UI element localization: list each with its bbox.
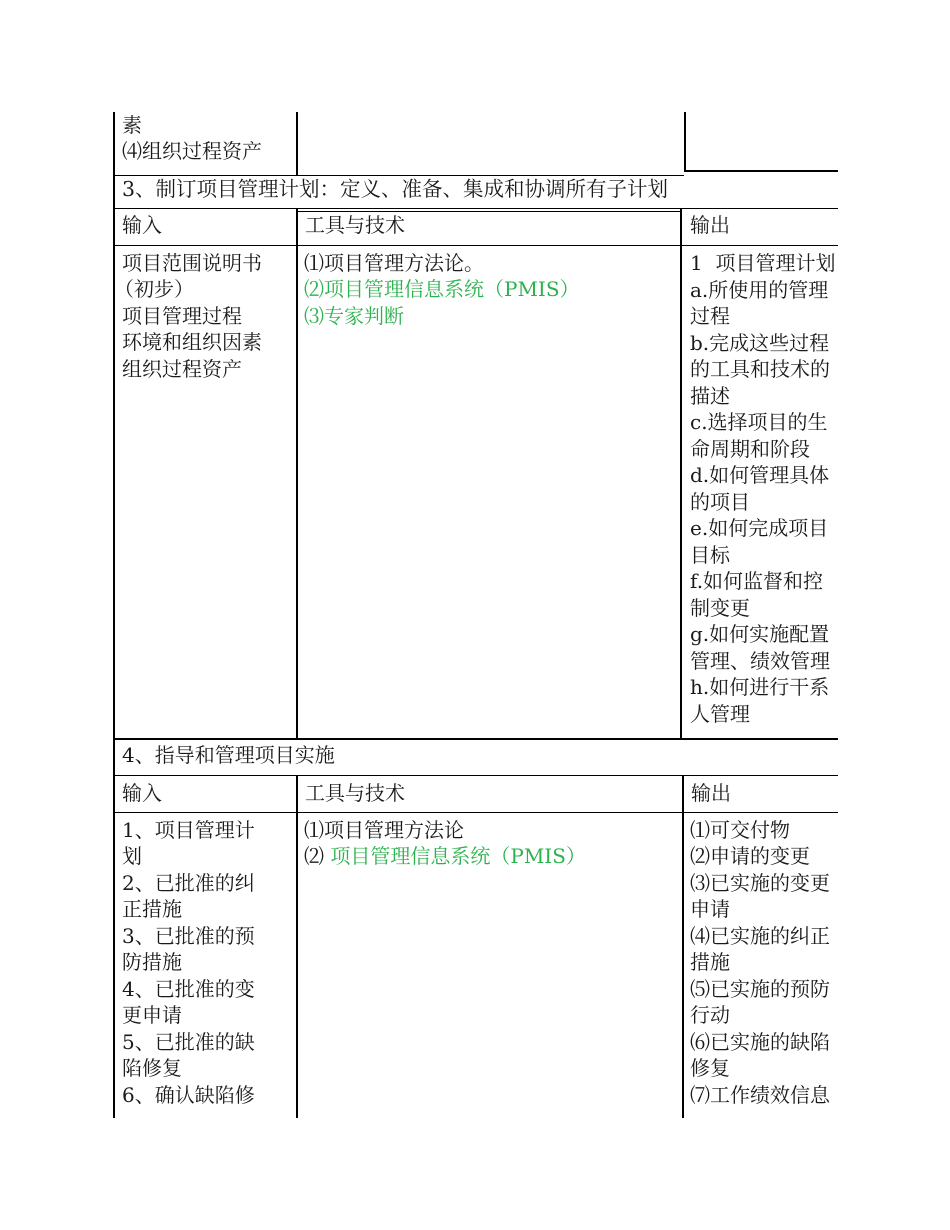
list-item: ⑴可交付物 — [690, 818, 790, 842]
list-item: ⑵项目管理信息系统（PMIS） — [304, 277, 580, 301]
item-number: ⑵ — [304, 844, 331, 868]
list-item: ⑷已实施的纠正 — [690, 924, 830, 948]
list-item: 人管理 — [690, 702, 750, 726]
list-item: 命周期和阶段 — [690, 437, 810, 461]
list-item: 1 项目管理计划 — [690, 251, 836, 275]
list-item: ⑺工作绩效信息 — [690, 1083, 830, 1107]
list-item: 行动 — [690, 1003, 730, 1027]
list-item: 项目范围说明书 — [122, 251, 262, 275]
list-item: ⑶已实施的变更 — [690, 871, 830, 895]
section4-title: 4、指导和管理项目实施 — [122, 743, 335, 767]
list-item: 描述 — [690, 384, 730, 408]
list-item: e.如何完成项目 — [690, 516, 829, 540]
section4-header-output: 输出 — [691, 781, 731, 805]
list-item: 6、确认缺陷修 — [122, 1083, 255, 1107]
list-item: a.所使用的管理 — [690, 278, 829, 302]
list-item: 制变更 — [690, 596, 750, 620]
section3-title: 3、制订项目管理计划：定义、准备、集成和协调所有子计划 — [122, 177, 669, 201]
col-divider-1-s3 — [296, 208, 298, 739]
list-item: b.完成这些过程 — [690, 331, 830, 355]
list-item: 正措施 — [122, 897, 182, 921]
list-item: 3、已批准的预 — [122, 924, 255, 948]
section3-header-input: 输入 — [122, 213, 162, 237]
list-item: ⑹已实施的缺陷 — [690, 1030, 830, 1054]
item-text: 项目管理信息系统（PMIS） — [330, 844, 586, 868]
item-number: ⑴ — [304, 818, 324, 842]
list-item: c.选择项目的生 — [690, 410, 828, 434]
rule-s3-header-top — [113, 208, 838, 209]
list-item: 1、项目管理计 — [122, 818, 255, 842]
list-item: 划 — [122, 844, 142, 868]
section3-header-tools: 工具与技术 — [305, 213, 405, 237]
list-item: 环境和组织因素 — [122, 330, 262, 354]
fragment-line-1: 素 — [122, 113, 142, 137]
list-item: 项目管理过程 — [122, 304, 242, 328]
list-item: 修复 — [690, 1056, 730, 1080]
list-item: 陷修复 — [122, 1056, 182, 1080]
list-item: 管理、绩效管理 — [690, 649, 830, 673]
section3-title-cell — [118, 176, 838, 208]
section4-header-input: 输入 — [122, 781, 162, 805]
rule-s4-header-top — [113, 775, 838, 776]
list-item — [304, 817, 464, 844]
fragment-line-2: ⑷组织过程资产 — [122, 139, 262, 163]
list-item: ⑵申请的变更 — [690, 844, 810, 868]
section3-header-output: 输出 — [690, 213, 730, 237]
list-item: 组织过程资产 — [122, 357, 242, 381]
list-item: d.如何管理具体 — [690, 463, 830, 487]
list-item: 2、已批准的纠 — [122, 871, 255, 895]
list-item: 的项目 — [690, 490, 750, 514]
list-item: （初步） — [114, 277, 194, 301]
col-divider-2-top — [684, 112, 686, 171]
rule-s3-bottom — [113, 738, 838, 740]
section3-outputs — [682, 246, 838, 738]
list-item: 5、已批准的缺 — [122, 1030, 255, 1054]
list-item: 申请 — [690, 897, 730, 921]
list-item: 更申请 — [122, 1003, 182, 1027]
list-item: 措施 — [690, 950, 730, 974]
rule-top-partial — [684, 170, 838, 172]
list-item: 的工具和技术的 — [690, 357, 830, 381]
list-item: h.如何进行干系 — [690, 675, 830, 699]
table-border-left — [113, 112, 115, 1118]
list-item: g.如何实施配置 — [690, 622, 830, 646]
list-item: 4、已批准的变 — [122, 977, 255, 1001]
list-item: 防措施 — [122, 950, 182, 974]
section4-outputs — [684, 813, 838, 1118]
item-text: 项目管理方法论 — [324, 818, 464, 842]
list-item: ⑸已实施的预防 — [690, 977, 830, 1001]
section4-header-tools: 工具与技术 — [305, 781, 405, 805]
list-item: ⑴项目管理方法论。 — [304, 251, 484, 275]
list-item: 过程 — [690, 304, 730, 328]
list-item: 目标 — [690, 543, 730, 567]
list-item — [304, 843, 586, 870]
list-item: ⑶专家判断 — [304, 304, 404, 328]
col-divider-1-top — [296, 112, 298, 175]
col-divider-1-s4 — [296, 775, 298, 1118]
list-item: f.如何监督和控 — [690, 569, 824, 593]
